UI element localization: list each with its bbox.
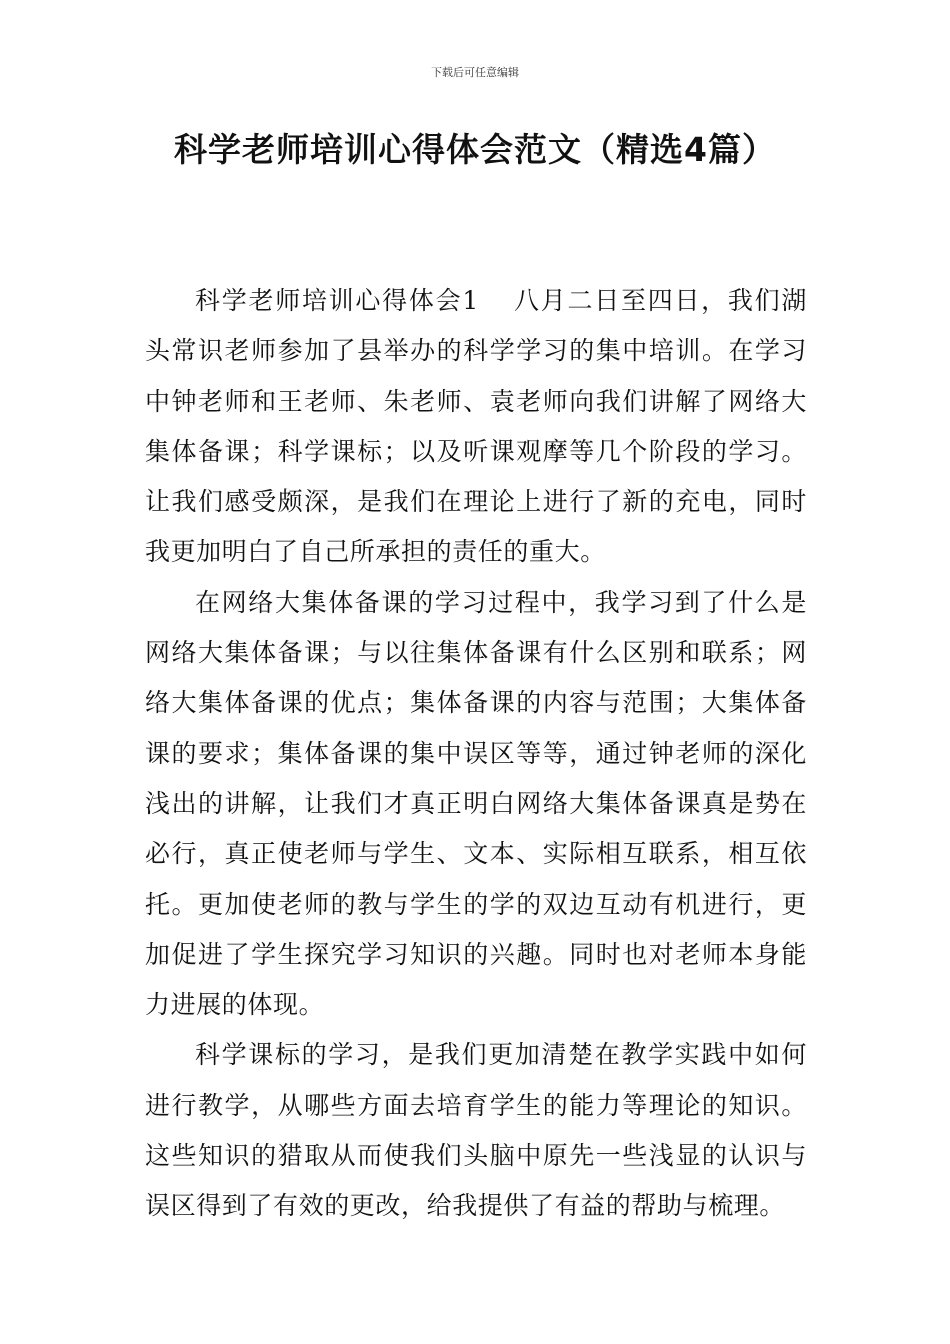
paragraph-1-text: 八月二日至四日，我们湖头常识老师参加了县举办的科学学习的集中培训。在学习中钟老师和王老师、朱老师、袁老师向我们讲解了网络大集体备课；科学课标；以及听课观摩等几个阶段的学习。让我们感受颇深，是我们在理论上进行了新的充电，同时我更加明白了自己所承担的责任的重大。 — [145, 286, 807, 567]
document-body — [145, 276, 807, 1232]
paragraph-2: 在网络大集体备课的学习过程中，我学习到了什么是网络大集体备课；与以往集体备课有什么区别和联系；网络大集体备课的优点；集体备课的内容与范围；大集体备课的要求；集体备课的集中误区等等，通过钟老师的深化浅出的讲解，让我们才真正明白网络大集体备课真是势在必行，真正使老师与学生、文本、实际相互联系，相互依托。更加使老师的教与学生的学的双边互动有机进行，更加促进了学生探究学习知识的兴趣。同时也对老师本身能力进展的体现。 — [145, 587, 807, 1020]
header-note: 下载后可任意编辑 — [431, 66, 519, 79]
paragraph-3: 科学课标的学习，是我们更加清楚在教学实践中如何进行教学，从哪些方面去培育学生的能力等理论的知识。这些知识的猎取从而使我们头脑中原先一些浅显的认识与误区得到了有效的更改，给我提供了有益的帮助与梳理。 — [145, 1040, 807, 1221]
document-title: 科学老师培训心得体会范文（精选4篇） — [174, 130, 776, 169]
section-heading: 科学老师培训心得体会1 — [195, 286, 479, 315]
paragraph-1 — [145, 276, 807, 578]
